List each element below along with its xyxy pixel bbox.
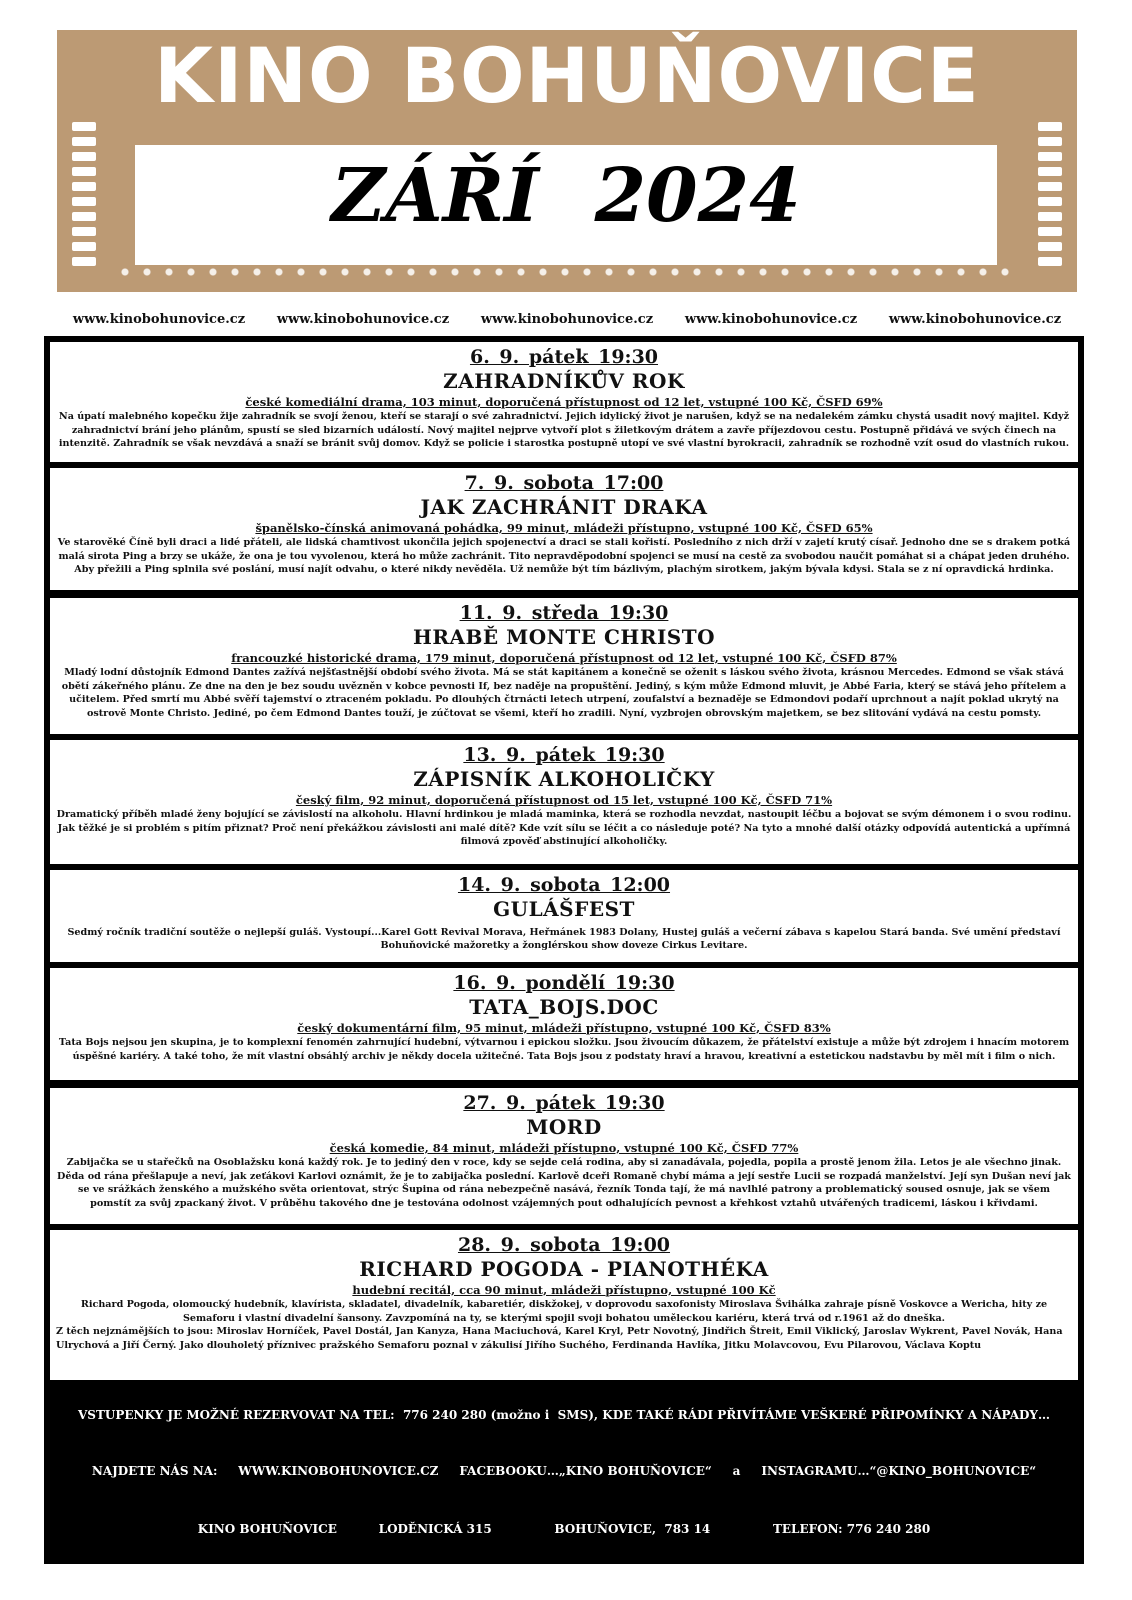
cinema-name: KINO BOHUŇOVICE: [154, 31, 980, 120]
event-card: [50, 598, 1078, 734]
event-date: 11. 9. středa 19:30: [459, 602, 669, 624]
program-frame: [44, 336, 1084, 1564]
event-info: české komediální drama, 103 minut, doporučená přístupnost od 12 let, vstupné 100 Kč, ČSFD 69%: [245, 394, 883, 409]
event-description: Richard Pogoda, olomoucký hudebník, klavírista, skladatel, divadelník, kabaretiér, diskžokej, v doprovodu saxofonisty Miroslava Švihálka zahraje písně Voskovce a Wericha, hity ze Semaforu i vlastní divadelní šansony. Zavzpomíná na ty, se kterými spojil svoji bohatou uměleckou kariéru, která trvá od r.1961 až do dneška.: [80, 1298, 1048, 1324]
event-card: [50, 968, 1078, 1080]
event-title: ZAHRADNÍKŮV ROK: [443, 368, 685, 393]
website-link[interactable]: www.kinobohunovice.cz: [276, 312, 450, 327]
website-link[interactable]: www.kinobohunovice.cz: [888, 312, 1062, 327]
month-title: ZÁŘÍ 2024: [331, 153, 801, 239]
event-title: ZÁPISNÍK ALKOHOLIČKY: [413, 766, 715, 791]
event-info: česká komedie, 84 minut, mládeži přístupno, vstupné 100 Kč, ČSFD 77%: [329, 1140, 799, 1155]
header-banner: [57, 30, 1077, 292]
event-description: Mladý lodní důstojník Edmond Dantes zažívá nejšťastnější období svého života. Má se stát kapitánem a konečně se oženit s láskou svého života, krásnou Mercedes. Edmond se však stává obětí zákeřného plánu. Ze dne na den je bez soudu uvězněn v kobce pevnosti If, bez naděje na propuštění. Jediný, s kým může Edmond mluvit, je Abbé Faria, který se stává jeho přítelem a učitelem. Před smrtí mu Abbé svěří tajemství o ztraceném pokladu. Po dlouhých čtrnácti letech utrpení, zoufalství a beznaděje se Edmondovi podaří uprchnout a najít poklad ukrytý na ostrově Monte Christo. Jediné, po čem Edmond Dantes touží, je zúčtovat se všemi, kteří ho zradili. Nyní, vyzbrojen obrovským majetkem, se bez slitování vydává na cestu pomsty.: [61, 666, 1067, 719]
event-info: hudební recitál, cca 90 minut, mládeži přístupno, vstupné 100 Kč: [352, 1282, 776, 1297]
event-description: Dramatický příběh mladé ženy bojující se závislostí na alkoholu. Hlavní hrdinkou je mladá maminka, která se rozhodla nevzdat, nastoupit léčbu a bojovat se svým démonem i o svou rodinu. Jak těžké je si problém s pitím přiznat? Proč není překážkou závislosti ani malé dítě? Kde vzít sílu se léčit a co následuje poté? Na tyto a mnohé další otázky odpovídá autentická a upřímná filmová zpověď abstinující alkoholičky.: [56, 808, 1072, 848]
event-date: 14. 9. sobota 12:00: [457, 874, 671, 896]
event-card: [50, 1230, 1078, 1380]
event-card: [50, 468, 1078, 590]
event-title: RICHARD POGODA - PIANOTHÉKA: [359, 1256, 769, 1281]
event-title: TATA_BOJS.DOC: [469, 994, 659, 1019]
event-card: [50, 1088, 1078, 1224]
event-description: Sedmý ročník tradiční soutěže o nejlepší guláš. Vystoupí...Karel Gott Revival Morava, Heřmánek 1983 Dolany, Hustej guláš a večerní zábava s kapelou Stará banda. Své umění představí Bohuňovické mažoretky a žonglérskou show doveze Cirkus Levitare.: [67, 926, 1061, 952]
event-info: český dokumentární film, 95 minut, mládeži přístupno, vstupné 100 Kč, ČSFD 83%: [297, 1020, 831, 1035]
event-description-continued: Z těch nejznámějších to jsou: Miroslav Horníček, Pavel Dostál, Jan Kanyza, Hana Maciuchová, Karel Kryl, Petr Novotný, Jindřich Štreit, Emil Viklický, Jaroslav Wykrent, Pavel Novák, Hana Ulrychová a Jiří Černý. Jako dlouholetý příznivec pražského Semaforu poznal v zákulisí Jiřího Suchého, Ferdinanda Havlíka, Jitku Molavcovou, Evu Pilarovou, Václava Koptu: [56, 1326, 1063, 1351]
find-us-line[interactable]: NAJDETE NÁS NA: WWW.KINOBOHUNOVICE.CZ FACEBOOKU…„KINO BOHUŇOVICE“ a INSTAGRAMU…“@KINO_BOHUNOVICE“: [91, 1464, 1037, 1478]
reservation-line: VSTUPENKY JE MOŽNÉ REZERVOVAT NA TEL: 776 240 280 (možno i SMS), KDE TAKÉ RÁDI PŘIVÍTÁME VEŠKERÉ PŘIPOMÍNKY A NÁPADY…: [77, 1408, 1050, 1422]
event-card: [50, 870, 1078, 962]
event-description: Ve starověké Číně byli draci a lidé přáteli, ale lidská chamtivost ukončila jejich spojenectví a draci se stali kořistí. Posledního z nich drží v zajetí krutý císař. Jednoho dne se s drakem potká malá sirota Ping a brzy se ukáže, že ona je tou vyvolenou, která ho může zachránit. Tito nepravděpodobní spojenci se musí na cestě za svobodou naučit pomáhat si a chápat jeden druhého. Aby přežili a Ping splnila své poslání, musí najít odvahu, o které nikdy nevěděla. Už nemůže být tím bázlivým, plachým sirotkem, jakým bývala kdysi. Stala se z ní opravdická hrdinka.: [57, 536, 1071, 576]
event-info: španělsko-čínská animovaná pohádka, 99 minut, mládeži přístupno, vstupné 100 Kč, ČSFD 65%: [255, 520, 873, 535]
event-date: 7. 9. sobota 17:00: [464, 472, 664, 494]
event-info: francouzké historické drama, 179 minut, doporučená přístupnost od 12 let, vstupné 100 Kč, ČSFD 87%: [231, 650, 897, 665]
event-date: 27. 9. pátek 19:30: [463, 1092, 665, 1114]
event-info: český film, 92 minut, doporučená přístupnost od 15 let, vstupné 100 Kč, ČSFD 71%: [295, 792, 833, 807]
filmstrip-right-icon: [1033, 122, 1067, 282]
event-date: 16. 9. pondělí 19:30: [453, 972, 675, 994]
event-card: [50, 740, 1078, 864]
event-title: MORD: [526, 1114, 602, 1139]
website-link[interactable]: www.kinobohunovice.cz: [480, 312, 654, 327]
footer: [50, 1388, 1078, 1564]
website-link[interactable]: www.kinobohunovice.cz: [72, 312, 246, 327]
event-date: 13. 9. pátek 19:30: [463, 744, 665, 766]
cinema-screen: [135, 145, 997, 265]
event-title: GULÁŠFEST: [493, 896, 635, 921]
event-date: 28. 9. sobota 19:00: [457, 1234, 671, 1256]
event-description: Na úpatí malebného kopečku žije zahradník se svojí ženou, kteří se starají o své zahradnictví. Jejich idylický život je narušen, když se na nedalekém zámku chystá usadit nový majitel. Když zahradnictví brání jeho plánům, spustí se sled bizarních událostí. Nový majitel nejprve vytvoří plot s žiletkovým drátem a zavře příjezdovou cestu. Postupně přidává ve svých činech na intenzitě. Zahradník se však nevzdává a snaží se bránit svůj domov. Když se policie i starostka postupně utopí ve své vlastní byrokracii, zahradník se rozhodně vzít osud do vlastních rukou.: [58, 410, 1070, 450]
website-link[interactable]: www.kinobohunovice.cz: [684, 312, 858, 327]
event-description: Zabijačka se u stařečků na Osoblažsku koná každý rok. Je to jediný den v roce, kdy se sejde celá rodina, aby si zanadávala, pojedla, popila a prostě jenom žila. Letos je ale všechno jinak. Děda od rána přešlapuje a neví, jak zeťákovi Karlovi oznámit, že je to zabijačka poslední. Karlově dceři Romaně chybí máma a její sestře Lucii se rozpadá manželství. Její syn Dušan neví jak se ve srážkách ženského a mužského světa orientovat, strýc Šupina od rána nebezpečně nasává, řezník Tonda tají, že má navlhlé patrony a problematický soused osnuje, jak se všem pomstít za svůj zpackaný život. V průběhu takového dne je testována odolnost vzájemných pout odhalujících pevnost a křehkost vztahů utvářených tradicemi, láskou i křivdami.: [57, 1156, 1071, 1209]
filmstrip-left-icon: [67, 122, 101, 282]
event-date: 6. 9. pátek 19:30: [469, 346, 659, 368]
event-title: HRABĚ MONTE CHRISTO: [412, 624, 716, 649]
event-title: JAK ZACHRÁNIT DRAKA: [420, 494, 708, 519]
address-line: KINO BOHUŇOVICE LODĚNICKÁ 315 BOHUŇOVICE, 783 14 TELEFON: 776 240 280: [197, 1522, 931, 1536]
event-description: Tata Bojs nejsou jen skupina, je to komplexní fenomén zahrnující hudební, výtvarnou i epickou složku. Jsou živoucím důkazem, že přátelství existuje a může být zdrojem i hnacím motorem úspěšné kariéry. A také toho, že mít vlastní obsáhlý archiv je někdy docela užitečné. Tata Bojs jsou z podstaty hraví a hravou, kreativní a estetickou nadstavbu by měl mít i film o nich.: [58, 1036, 1070, 1062]
event-card: [50, 342, 1078, 462]
website-links: [57, 312, 1077, 327]
audience-silhouette-icon: [117, 266, 1017, 284]
